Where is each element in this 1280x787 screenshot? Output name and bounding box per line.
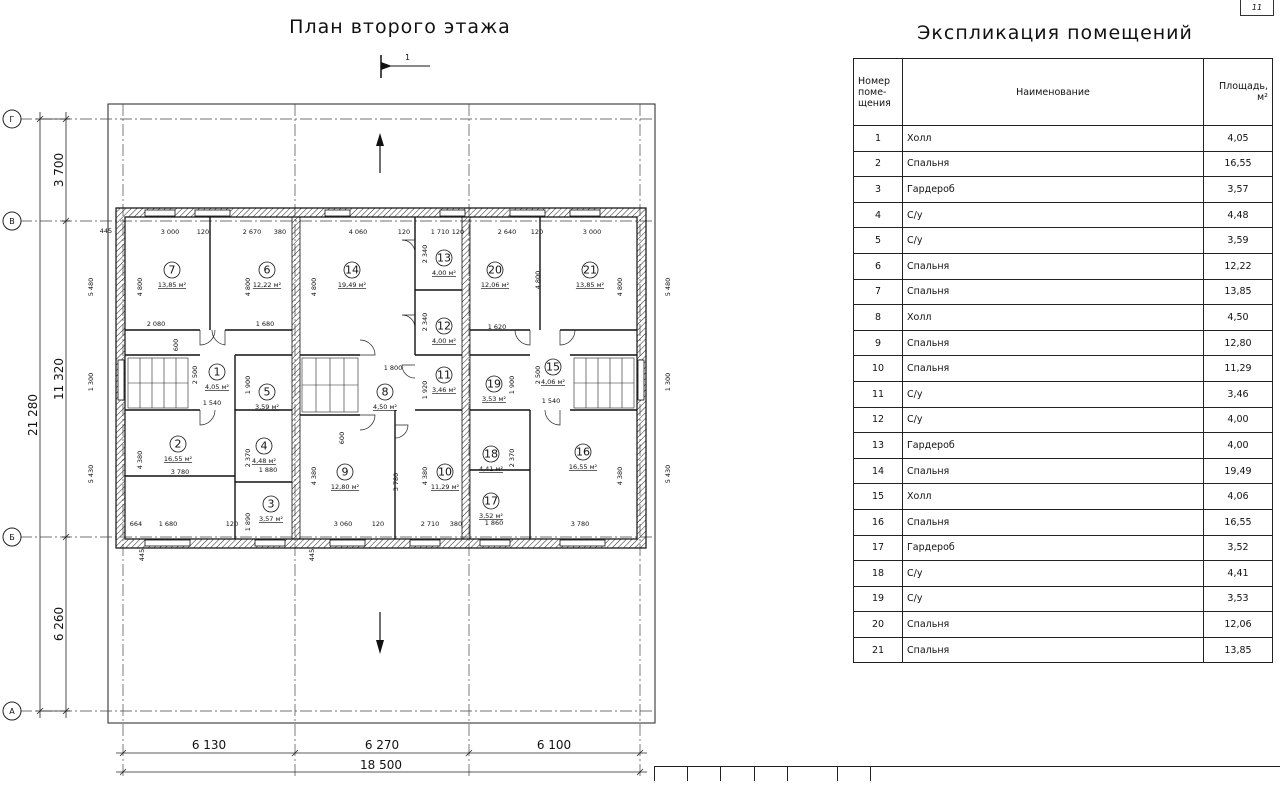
row-name: С/у (903, 586, 1204, 612)
row-area: 3,53 (1204, 586, 1273, 612)
dim-label: 2 500 (191, 365, 199, 385)
room-number: 12 (437, 319, 451, 333)
room-number: 8 (381, 385, 389, 399)
row-number: 6 (854, 253, 903, 279)
room-area: 12,80 м² (330, 483, 360, 491)
room-number: 19 (487, 377, 501, 391)
dim-label: 6 270 (364, 738, 400, 752)
dim-label: 4 800 (534, 270, 542, 290)
room-number: 14 (345, 263, 359, 277)
row-number: 20 (854, 612, 903, 638)
row-area: 4,06 (1204, 484, 1273, 510)
room-area: 13,85 м² (575, 281, 605, 289)
dim-label: 5 480 (87, 277, 95, 297)
row-name: Спальня (903, 279, 1204, 305)
room-markers (158, 250, 605, 523)
room-area: 3,53 м² (481, 395, 507, 403)
room-number: 15 (546, 360, 560, 374)
table-row (854, 637, 1273, 663)
dim-label: 1 860 (484, 519, 504, 527)
plan-title: План второго этажа (289, 16, 511, 38)
row-number: 17 (854, 535, 903, 561)
dim-label: 5 480 (664, 277, 672, 297)
dim-label: 4 800 (310, 277, 318, 297)
room-marker (252, 438, 276, 465)
row-area: 12,22 (1204, 253, 1273, 279)
dim-label: 5 430 (664, 464, 672, 484)
sheet-number: 11 (1240, 0, 1274, 16)
dim-label: 600 (338, 431, 346, 445)
table-row (854, 381, 1273, 407)
table-row (854, 126, 1273, 152)
row-number: 3 (854, 177, 903, 203)
row-area: 19,49 (1204, 458, 1273, 484)
dim-label: 2 640 (497, 228, 517, 236)
room-marker (432, 367, 456, 394)
room-number: 4 (260, 439, 268, 453)
dim-label: 445 (308, 548, 316, 562)
row-area: 16,55 (1204, 509, 1273, 535)
row-area: 13,85 (1204, 637, 1273, 663)
room-number: 9 (341, 465, 349, 479)
dim-label: 3 700 (52, 152, 66, 188)
dim-label: 120 (196, 228, 210, 236)
section-mark-label: 1 (405, 53, 411, 62)
room-area: 4,00 м² (431, 337, 457, 345)
dim-label: 1 300 (87, 372, 95, 392)
row-name: Гардероб (903, 433, 1204, 459)
dim-label: 1 920 (421, 380, 429, 400)
row-name: Спальня (903, 458, 1204, 484)
row-number: 16 (854, 509, 903, 535)
row-name: Спальня (903, 253, 1204, 279)
row-area: 4,00 (1204, 433, 1273, 459)
room-marker (255, 384, 279, 411)
room-area: 3,57 м² (258, 515, 284, 523)
room-area: 4,00 м² (431, 269, 457, 277)
row-area: 11,29 (1204, 356, 1273, 382)
room-marker (481, 262, 510, 289)
dim-label: 3 780 (570, 520, 590, 528)
room-marker (541, 359, 565, 386)
room-area: 4,50 м² (372, 403, 398, 411)
room-marker (259, 496, 283, 523)
room-area: 16,55 м² (163, 455, 193, 463)
dim-label: 11 320 (52, 358, 66, 400)
roof-outline (108, 104, 655, 723)
row-number: 8 (854, 305, 903, 331)
row-number: 14 (854, 458, 903, 484)
row-name: Гардероб (903, 535, 1204, 561)
dim-label: 1 900 (508, 375, 516, 395)
row-number: 19 (854, 586, 903, 612)
dim-label: 4 380 (421, 466, 429, 486)
table-row (854, 586, 1273, 612)
table-row (854, 151, 1273, 177)
row-name: С/у (903, 228, 1204, 254)
axis-label: Г (9, 115, 15, 124)
dim-label: 2 370 (508, 448, 516, 468)
dim-label: 2 340 (421, 312, 429, 332)
dim-label: 1 680 (158, 520, 178, 528)
room-area: 16,55 м² (568, 463, 598, 471)
section-mark (381, 53, 430, 78)
table-row (854, 458, 1273, 484)
room-area: 3,59 м² (254, 403, 280, 411)
table-row (854, 330, 1273, 356)
dim-label: 4 800 (616, 277, 624, 297)
row-name: Спальня (903, 151, 1204, 177)
row-area: 3,57 (1204, 177, 1273, 203)
dim-label: 445 (99, 227, 113, 235)
room-number: 11 (437, 368, 451, 382)
dim-label: 1 890 (244, 512, 252, 532)
row-number: 9 (854, 330, 903, 356)
dim-label: 380 (449, 520, 463, 528)
dim-label: 1 540 (541, 397, 561, 405)
room-area: 13,85 м² (157, 281, 187, 289)
row-area: 12,06 (1204, 612, 1273, 638)
dim-label: 1 680 (255, 320, 275, 328)
dim-label: 3 060 (333, 520, 353, 528)
dim-label: 1 710 (430, 228, 450, 236)
dim-label: 4 380 (136, 450, 144, 470)
dim-label: 3 780 (170, 468, 190, 476)
room-area: 3,46 м² (431, 386, 457, 394)
row-area: 3,46 (1204, 381, 1273, 407)
dim-label: 4 380 (310, 466, 318, 486)
room-area: 12,06 м² (480, 281, 510, 289)
row-number: 1 (854, 126, 903, 152)
table-row (854, 407, 1273, 433)
row-number: 13 (854, 433, 903, 459)
room-marker (164, 436, 193, 463)
room-number: 20 (488, 263, 502, 277)
dim-label: 2 080 (146, 320, 166, 328)
table-row (854, 433, 1273, 459)
dim-label: 120 (451, 228, 465, 236)
row-area: 3,59 (1204, 228, 1273, 254)
room-number: 21 (583, 263, 597, 277)
room-number: 2 (174, 437, 182, 451)
room-number: 16 (576, 445, 590, 459)
dim-label: 4 800 (244, 277, 252, 297)
row-name: Спальня (903, 509, 1204, 535)
row-name: Спальня (903, 612, 1204, 638)
dim-label: 1 800 (383, 364, 403, 372)
dim-label: 1 300 (664, 372, 672, 392)
axis-label: Б (9, 533, 15, 542)
row-number: 4 (854, 202, 903, 228)
room-number: 3 (267, 497, 275, 511)
room-area: 4,48 м² (251, 457, 277, 465)
dim-label: 21 280 (26, 394, 40, 436)
row-number: 15 (854, 484, 903, 510)
room-number: 13 (437, 251, 451, 265)
dim-label: 18 500 (360, 758, 402, 772)
row-area: 3,52 (1204, 535, 1273, 561)
row-area: 4,00 (1204, 407, 1273, 433)
axis-markers (3, 110, 21, 720)
table-row (854, 612, 1273, 638)
room-marker (432, 250, 456, 277)
dim-label: 2 500 (534, 365, 542, 385)
table-row (854, 228, 1273, 254)
row-area: 16,55 (1204, 151, 1273, 177)
room-number: 5 (263, 385, 271, 399)
row-area: 12,80 (1204, 330, 1273, 356)
room-marker (338, 262, 367, 289)
room-area: 4,05 м² (204, 383, 230, 391)
room-area: 19,49 м² (337, 281, 367, 289)
room-marker (576, 262, 605, 289)
dim-label: 4 060 (348, 228, 368, 236)
row-number: 5 (854, 228, 903, 254)
row-name: Холл (903, 126, 1204, 152)
row-number: 18 (854, 561, 903, 587)
room-marker (432, 318, 456, 345)
dim-label: 2 710 (420, 520, 440, 528)
explication-table (853, 58, 1273, 663)
room-marker (253, 262, 282, 289)
table-row (854, 535, 1273, 561)
axis-label: В (9, 217, 15, 226)
table-row (854, 279, 1273, 305)
room-marker (482, 376, 506, 403)
table-row (854, 202, 1273, 228)
row-name: С/у (903, 407, 1204, 433)
dim-label: 6 130 (191, 738, 227, 752)
table-row (854, 509, 1273, 535)
room-marker (373, 384, 397, 411)
dim-label: 3 000 (160, 228, 180, 236)
dim-label: 1 540 (202, 399, 222, 407)
title-block-stamp (654, 766, 1280, 787)
room-marker (479, 446, 503, 473)
room-area: 12,22 м² (252, 281, 282, 289)
row-name: С/у (903, 202, 1204, 228)
room-marker (479, 493, 503, 520)
row-name: С/у (903, 381, 1204, 407)
room-number: 18 (484, 447, 498, 461)
room-marker (569, 444, 598, 471)
dim-label: 120 (530, 228, 544, 236)
row-number: 12 (854, 407, 903, 433)
dim-label: 1 880 (258, 466, 278, 474)
room-number: 6 (263, 263, 271, 277)
room-area: 4,06 м² (540, 378, 566, 386)
row-area: 13,85 (1204, 279, 1273, 305)
table-row (854, 561, 1273, 587)
row-name: Холл (903, 305, 1204, 331)
dim-label: 2 670 (242, 228, 262, 236)
row-area: 4,50 (1204, 305, 1273, 331)
table-row (854, 484, 1273, 510)
row-name: Спальня (903, 356, 1204, 382)
row-number: 11 (854, 381, 903, 407)
table-row (854, 253, 1273, 279)
dim-label: 120 (225, 520, 239, 528)
dim-label: 2 370 (244, 448, 252, 468)
dim-label: 120 (397, 228, 411, 236)
table-row (854, 177, 1273, 203)
header-number: Номер поме- щения (854, 59, 903, 126)
dim-label: 600 (172, 338, 180, 352)
dim-label: 5 430 (87, 464, 95, 484)
dim-label: 445 (138, 548, 146, 562)
row-name: С/у (903, 561, 1204, 587)
table-header-row (854, 59, 1273, 126)
dim-label: 4 380 (616, 466, 624, 486)
dim-label: 1 620 (487, 323, 507, 331)
room-area: 11,29 м² (430, 483, 460, 491)
row-area: 4,41 (1204, 561, 1273, 587)
row-area: 4,05 (1204, 126, 1273, 152)
header-name: Наименование (903, 59, 1204, 126)
table-row (854, 305, 1273, 331)
dim-label: 2 340 (421, 244, 429, 264)
row-number: 21 (854, 637, 903, 663)
dim-label: 664 (129, 520, 143, 528)
row-name: Гардероб (903, 177, 1204, 203)
row-number: 10 (854, 356, 903, 382)
table-row (854, 356, 1273, 382)
axis-label: А (9, 707, 15, 716)
dim-label: 6 260 (52, 606, 66, 642)
row-number: 2 (854, 151, 903, 177)
room-number: 1 (213, 365, 221, 379)
room-number: 10 (438, 465, 452, 479)
row-name: Спальня (903, 330, 1204, 356)
row-area: 4,48 (1204, 202, 1273, 228)
room-number: 7 (168, 263, 176, 277)
dim-label: 6 100 (536, 738, 572, 752)
dim-label: 380 (273, 228, 287, 236)
room-marker (205, 364, 229, 391)
header-area: Площадь, м² (1204, 59, 1273, 126)
dim-label: 120 (371, 520, 385, 528)
explication-title: Экспликация помещений (917, 22, 1193, 44)
room-marker (331, 464, 360, 491)
dim-label: 3 000 (582, 228, 602, 236)
dim-label: 3 780 (392, 472, 400, 492)
room-marker (431, 464, 460, 491)
row-name: Спальня (903, 637, 1204, 663)
room-area: 3,52 м² (478, 512, 504, 520)
row-name: Холл (903, 484, 1204, 510)
row-number: 7 (854, 279, 903, 305)
room-marker (158, 262, 187, 289)
dim-label: 4 800 (136, 277, 144, 297)
dim-label: 1 900 (244, 375, 252, 395)
room-number: 17 (484, 494, 498, 508)
room-area: 4,41 м² (478, 465, 504, 473)
